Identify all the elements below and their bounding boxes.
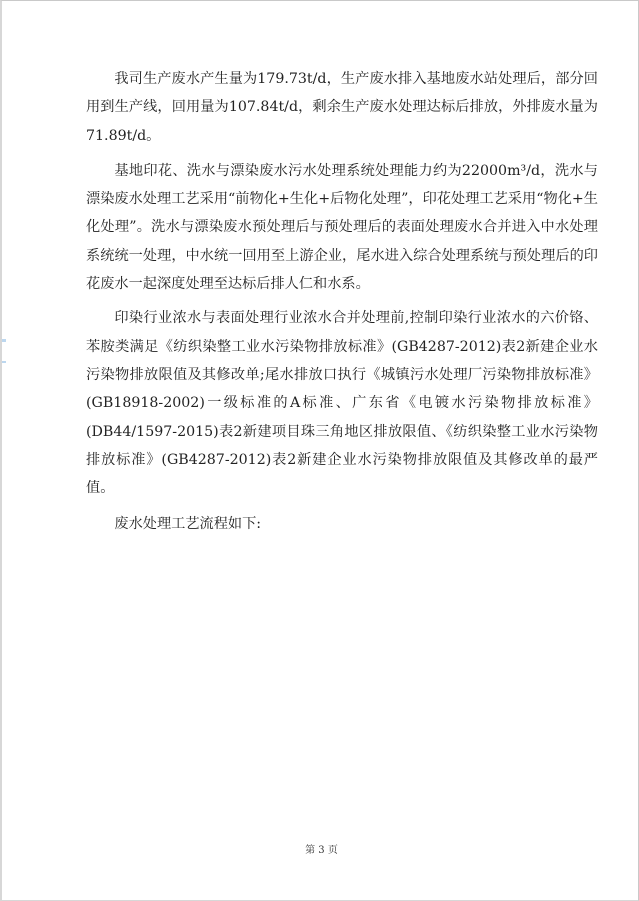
paragraph-process-intro: 废水处理工艺流程如下:: [114, 516, 262, 533]
edge-mark: [2, 339, 6, 342]
document-body: [86, 65, 598, 539]
paragraph-wastewater-volume: 我司生产废水产生量为179.73t/d，生产废水排入基地废水站处理后，部分回用到生产线，回用量为107.84t/d，剩余生产废水处理达标后排放，外排废水量为71.89t/d。: [86, 71, 598, 144]
paragraph-discharge-standards: 印染行业浓水与表面处理行业浓水合并处理前,控制印染行业浓水的六价铬、苯胺类满足《纺织染整工业水污染物排放标准》(GB4287-2012)表2新建企业水污染物排放限值及其修改单;尾水排放口执行《城镇污水处理厂污染物排放标准》(GB18918-2002)一级标准的A标准、广东省《电镀水污染物排放标准》(DB44/1597-2015)表2新建项目珠三角地区排放限值、《纺织染整工业水污染物排放标准》(GB4287-2012)表2新建企业水污染物排放限值及其修改单的最严值。: [86, 310, 598, 497]
page-number: 第 3 页: [305, 845, 338, 856]
edge-mark: [2, 361, 6, 363]
paragraph-treatment-system: 基地印花、洗水与漂染废水污水处理系统处理能力约为22000m³/d，洗水与漂染废水处理工艺采用“前物化+生化+后物化处理”，印花处理工艺采用“物化+生化处理”。洗水与漂染废水预处理后与预处理后的表面处理废水合并进入中水处理系统统一处理，中水统一回用至上游企业，尾水进入综合处理系统与预处理后的印花废水一起深度处理至达标后排人仁和水系。: [86, 162, 598, 293]
